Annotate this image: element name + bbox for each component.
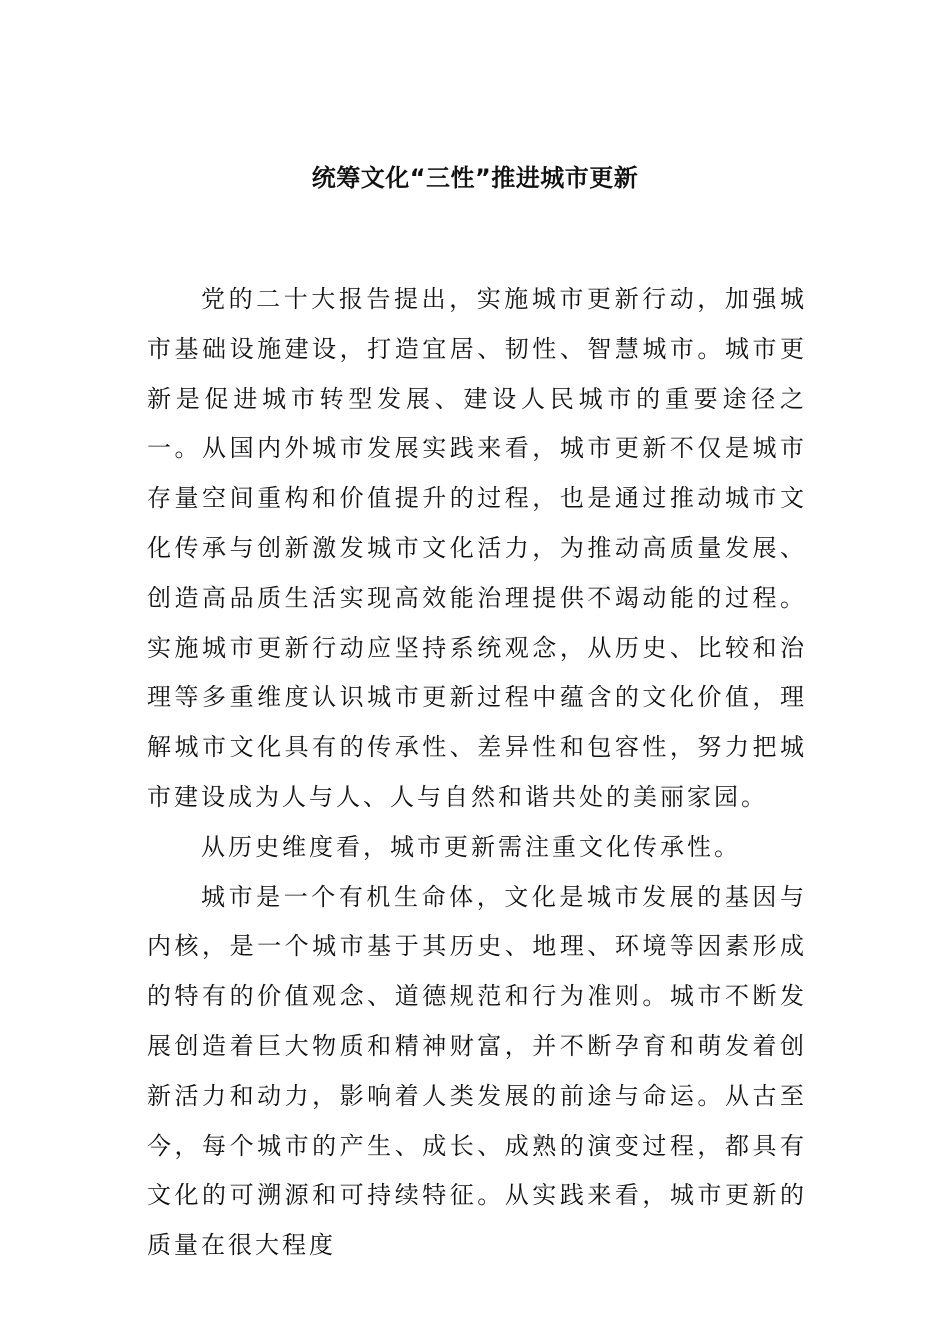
- paragraph-section-heading: 从历史维度看，城市更新需注重文化传承性。: [201, 832, 741, 861]
- document-body: [147, 275, 807, 1271]
- paragraph-intro: 党的二十大报告提出，实施城市更新行动，加强城市基础设施建设，打造宜居、韧性、智慧城市。城市更新是促进城市转型发展、建设人民城市的重要途径之一。从国内外城市发展实践来看，城市更新不仅是城市存量空间重构和价值提升的过程，也是通过推动城市文化传承与创新激发城市文化活力，为推动高质量发展、创造高品质生活实现高效能治理提供不竭动能的过程。实施城市更新行动应坚持系统观念，从历史、比较和治理等多重维度认识城市更新过程中蕴含的文化价值，理解城市文化具有的传承性、差异性和包容性，努力把城市建设成为人与人、人与自然和谐共处的美丽家园。: [147, 285, 807, 811]
- document-title: 统筹文化“三性”推进城市更新: [311, 164, 639, 192]
- paragraph-section-body: 城市是一个有机生命体，文化是城市发展的基因与内核，是一个城市基于其历史、地理、环境等因素形成的特有的价值观念、道德规范和行为准则。城市不断发展创造着巨大物质和精神财富，并不断孕育和萌发着创新活力和动力，影响着人类发展的前途与命运。从古至今，每个城市的产生、成长、成熟的演变过程，都具有文化的可溯源和可持续特征。从实践来看，城市更新的质量在很大程度: [147, 882, 807, 1260]
